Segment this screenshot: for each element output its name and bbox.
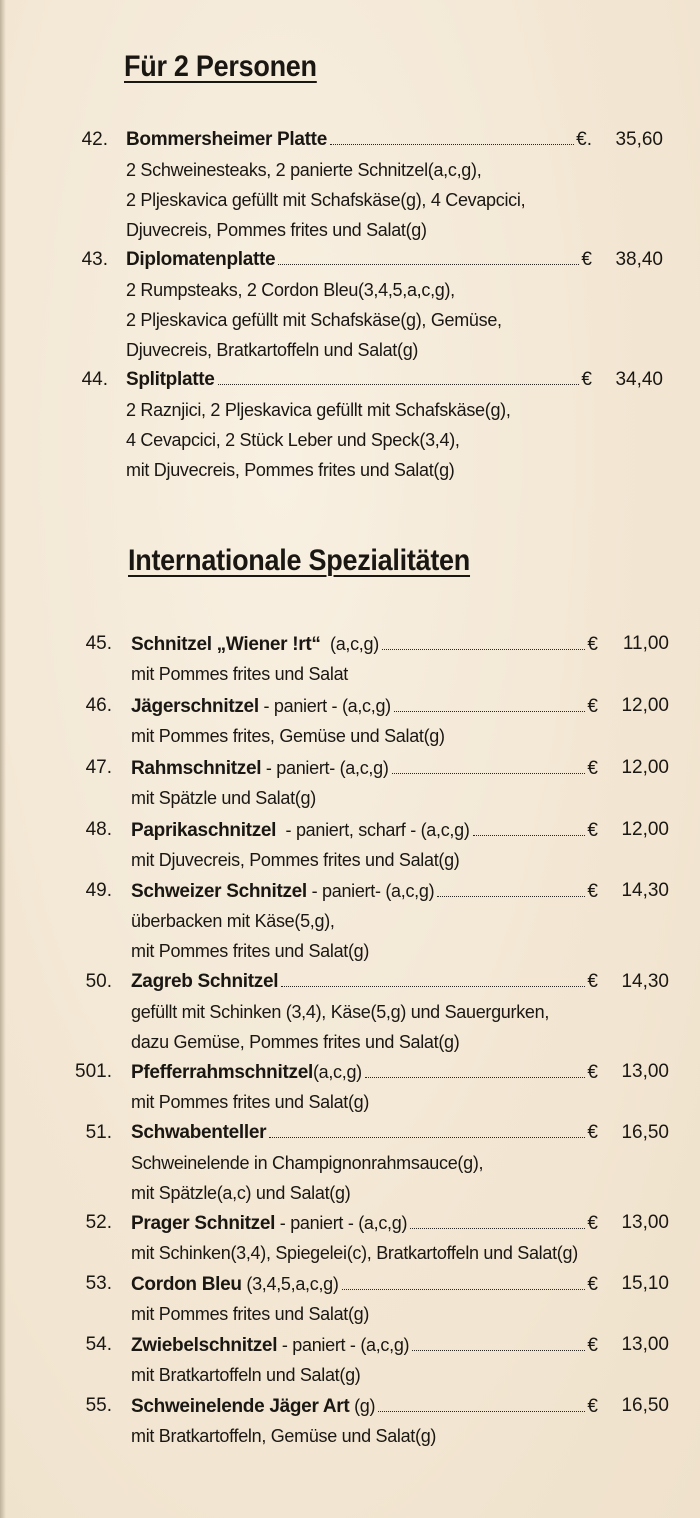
item-price: 15,10 — [621, 1273, 669, 1294]
menu-item — [0, 629, 700, 684]
dot-leader — [365, 1077, 586, 1078]
item-name-line — [126, 365, 592, 395]
item-number: 49. — [85, 880, 112, 901]
currency-symbol: € — [587, 696, 598, 717]
item-name-line — [131, 1391, 598, 1422]
currency-symbol: € — [587, 1396, 598, 1417]
item-description-line: mit Pommes frites und Salat — [131, 664, 348, 684]
menu-item — [0, 1118, 700, 1203]
item-name-line — [131, 1208, 598, 1239]
menu-item-heading-row — [0, 245, 700, 275]
item-description-line: mit Spätzle und Salat(g) — [131, 788, 316, 808]
currency-symbol: € — [587, 971, 598, 992]
item-description — [131, 721, 445, 751]
item-name: Zagreb Schnitzel — [131, 971, 279, 992]
menu-item-heading-row — [0, 876, 700, 906]
item-price: 14,30 — [621, 971, 669, 992]
item-name-line — [131, 753, 598, 784]
menu-item — [0, 365, 700, 480]
dot-leader — [218, 384, 580, 385]
menu-item-heading-row — [0, 753, 700, 783]
dot-leader — [281, 986, 585, 987]
menu-item-heading-row — [0, 1391, 700, 1421]
item-number: 55. — [85, 1395, 112, 1416]
menu-item — [0, 1208, 700, 1263]
item-number: 50. — [85, 971, 112, 992]
currency-symbol: € — [587, 758, 598, 779]
item-price: 34,40 — [615, 369, 663, 390]
item-note: - paniert- (a,c,g) — [306, 881, 435, 901]
item-description — [131, 659, 348, 689]
menu-item-heading-row — [0, 629, 700, 659]
item-number: 42. — [81, 129, 108, 150]
item-price: 38,40 — [615, 249, 663, 270]
item-name-line — [126, 125, 592, 155]
item-name-line — [131, 815, 598, 846]
item-description-line: mit Pommes frites, Gemüse und Salat(g) — [131, 726, 445, 746]
currency-symbol: € — [581, 249, 592, 270]
item-description — [131, 1421, 436, 1451]
item-description — [131, 845, 460, 875]
menu-item — [0, 967, 700, 1052]
item-description-line: Schweinelende in Champignonrahmsauce(g), — [131, 1153, 484, 1173]
item-price: 12,00 — [621, 695, 669, 716]
item-number: 51. — [85, 1122, 112, 1143]
item-note: - paniert - (a,c,g) — [275, 1213, 408, 1233]
dot-leader — [412, 1350, 585, 1351]
item-note: - paniert- (a,c,g) — [261, 758, 389, 778]
item-name: Prager Schnitzel — [131, 1213, 276, 1234]
dot-leader — [330, 144, 574, 145]
item-name: Schweizer Schnitzel — [131, 881, 307, 902]
item-name-line — [131, 629, 598, 660]
currency-symbol: € — [587, 1213, 598, 1234]
currency-symbol: € — [581, 369, 592, 390]
dot-leader — [378, 1411, 585, 1412]
dot-leader — [410, 1228, 585, 1229]
menu-item — [0, 245, 700, 360]
item-price: 35,60 — [615, 129, 663, 150]
dot-leader — [437, 896, 585, 897]
item-number: 45. — [85, 633, 112, 654]
item-price: 13,00 — [621, 1334, 669, 1355]
item-price: 13,00 — [621, 1212, 669, 1233]
item-description-line: mit Pommes frites und Salat(g) — [131, 1092, 370, 1112]
dot-leader — [269, 1137, 585, 1138]
item-name: Bommersheimer Platte — [126, 129, 327, 150]
item-note: (3,4,5,a,c,g) — [241, 1274, 339, 1294]
item-description-line: 4 Cevapcici, 2 Stück Leber und Speck(3,4), — [126, 430, 460, 450]
item-note: (g) — [349, 1396, 376, 1416]
item-number: 44. — [81, 369, 108, 390]
item-description-line: mit Schinken(3,4), Spiegelei(c), Bratkartoffeln und Salat(g) — [131, 1243, 578, 1263]
item-name: Splitplatte — [126, 369, 215, 390]
item-description-line: 2 Raznjici, 2 Pljeskavica gefüllt mit Schafskäse(g), — [126, 400, 511, 420]
item-description — [131, 783, 316, 813]
item-name: Rahmschnitzel — [131, 758, 262, 779]
menu-item-heading-row — [0, 1330, 700, 1360]
item-description — [126, 155, 525, 245]
item-name-line — [131, 1057, 598, 1088]
item-description-line: mit Djuvecreis, Pommes frites und Salat(g) — [126, 460, 455, 480]
item-price: 16,50 — [621, 1122, 669, 1143]
menu-item — [0, 691, 700, 746]
item-price: 12,00 — [621, 757, 669, 778]
currency-symbol: € — [587, 881, 598, 902]
item-name: Zwiebelschnitzel — [131, 1335, 278, 1356]
item-description-line: mit Pommes frites und Salat(g) — [131, 941, 370, 961]
item-description — [131, 1087, 369, 1117]
dot-leader — [342, 1289, 586, 1290]
dot-leader — [278, 264, 579, 265]
item-description — [131, 906, 369, 966]
dot-leader — [394, 711, 586, 712]
currency-symbol: € — [587, 1122, 598, 1143]
currency-symbol: € — [587, 1062, 598, 1083]
item-number: 52. — [85, 1212, 112, 1233]
item-name: Jägerschnitzel — [131, 696, 259, 717]
menu-item — [0, 1330, 700, 1385]
item-note: (a,c,g) — [312, 1062, 362, 1082]
item-note: - paniert - (a,c,g) — [258, 696, 391, 716]
item-price: 13,00 — [621, 1061, 669, 1082]
item-name: Cordon Bleu — [131, 1274, 242, 1295]
currency-symbol: € — [587, 1274, 598, 1295]
currency-symbol: € — [587, 634, 598, 655]
item-note: (a,c,g) — [320, 634, 379, 654]
item-description-line: Djuvecreis, Bratkartoffeln und Salat(g) — [126, 340, 419, 360]
dot-leader — [392, 773, 586, 774]
item-description — [126, 395, 511, 485]
item-note: - paniert - (a,c,g) — [277, 1335, 410, 1355]
item-number: 46. — [85, 695, 112, 716]
item-name: Paprikaschnitzel — [131, 820, 277, 841]
menu-item-heading-row — [0, 1118, 700, 1148]
item-description — [126, 275, 502, 365]
item-description-line: mit Spätzle(a,c) und Salat(g) — [131, 1183, 351, 1203]
item-description-line: 2 Rumpsteaks, 2 Cordon Bleu(3,4,5,a,c,g), — [126, 280, 455, 300]
currency-symbol: € — [587, 820, 598, 841]
dot-leader — [473, 835, 586, 836]
item-name-line — [131, 691, 598, 722]
item-description — [131, 1299, 369, 1329]
item-description-line: mit Bratkartoffeln und Salat(g) — [131, 1365, 361, 1385]
item-name-line — [131, 876, 598, 907]
item-name: Diplomatenplatte — [126, 249, 276, 270]
item-description-line: mit Djuvecreis, Pommes frites und Salat(g) — [131, 850, 460, 870]
item-name: Schnitzel „Wiener !rt“ — [131, 634, 321, 655]
item-description-line: 2 Schweinesteaks, 2 panierte Schnitzel(a,c,g), — [126, 160, 482, 180]
item-number: 48. — [85, 819, 112, 840]
item-description — [131, 997, 549, 1057]
item-number: 501. — [75, 1061, 112, 1082]
menu-item-heading-row — [0, 1269, 700, 1299]
menu-item-heading-row — [0, 967, 700, 997]
menu-item-heading-row — [0, 1057, 700, 1087]
item-name: Pfefferrahmschnitzel — [131, 1062, 313, 1083]
item-price: 11,00 — [622, 633, 669, 654]
section-title-fuer-2-personen: Für 2 Personen — [124, 50, 317, 83]
item-name: Schweinelende Jäger Art — [131, 1396, 350, 1417]
item-description-line: mit Pommes frites und Salat(g) — [131, 1304, 370, 1324]
item-number: 53. — [85, 1273, 112, 1294]
menu-item — [0, 876, 700, 961]
item-price: 16,50 — [621, 1395, 669, 1416]
item-price: 12,00 — [621, 819, 669, 840]
dot-leader — [382, 649, 586, 650]
item-name: Schwabenteller — [131, 1122, 267, 1143]
item-description-line: überbacken mit Käse(5,g), — [131, 911, 335, 931]
item-description-line: dazu Gemüse, Pommes frites und Salat(g) — [131, 1032, 460, 1052]
menu-item — [0, 815, 700, 870]
item-note: - paniert, scharf - (a,c,g) — [276, 820, 470, 840]
item-description-line: gefüllt mit Schinken (3,4), Käse(5,g) und Sauergurken, — [131, 1002, 550, 1022]
menu-item — [0, 753, 700, 808]
item-price: 14,30 — [621, 880, 669, 901]
item-description-line: Djuvecreis, Pommes frites und Salat(g) — [126, 220, 427, 240]
menu-item-heading-row — [0, 691, 700, 721]
item-name-line — [131, 967, 598, 997]
item-description-line: 2 Pljeskavica gefüllt mit Schafskäse(g), Gemüse, — [126, 310, 502, 330]
menu-item — [0, 1269, 700, 1324]
menu-item-heading-row — [0, 125, 700, 155]
menu-item-heading-row — [0, 1208, 700, 1238]
item-description — [131, 1148, 483, 1208]
menu-item-heading-row — [0, 815, 700, 845]
item-description — [131, 1238, 578, 1268]
item-name-line — [131, 1118, 598, 1148]
item-description — [131, 1360, 360, 1390]
item-description-line: 2 Pljeskavica gefüllt mit Schafskäse(g), 4 Cevapcici, — [126, 190, 526, 210]
item-name-line — [126, 245, 592, 275]
item-name-line — [131, 1269, 598, 1300]
menu-item — [0, 1391, 700, 1446]
item-number: 54. — [85, 1334, 112, 1355]
item-name-line — [131, 1330, 598, 1361]
menu-item — [0, 125, 700, 240]
item-number: 47. — [85, 757, 112, 778]
currency-symbol: € — [587, 1335, 598, 1356]
currency-symbol: €. — [576, 129, 592, 150]
menu-item-heading-row — [0, 365, 700, 395]
menu-item — [0, 1057, 700, 1112]
item-number: 43. — [81, 249, 108, 270]
section-title-internationale-spezialitaeten: Internationale Spezialitäten — [128, 544, 471, 577]
item-description-line: mit Bratkartoffeln, Gemüse und Salat(g) — [131, 1426, 437, 1446]
